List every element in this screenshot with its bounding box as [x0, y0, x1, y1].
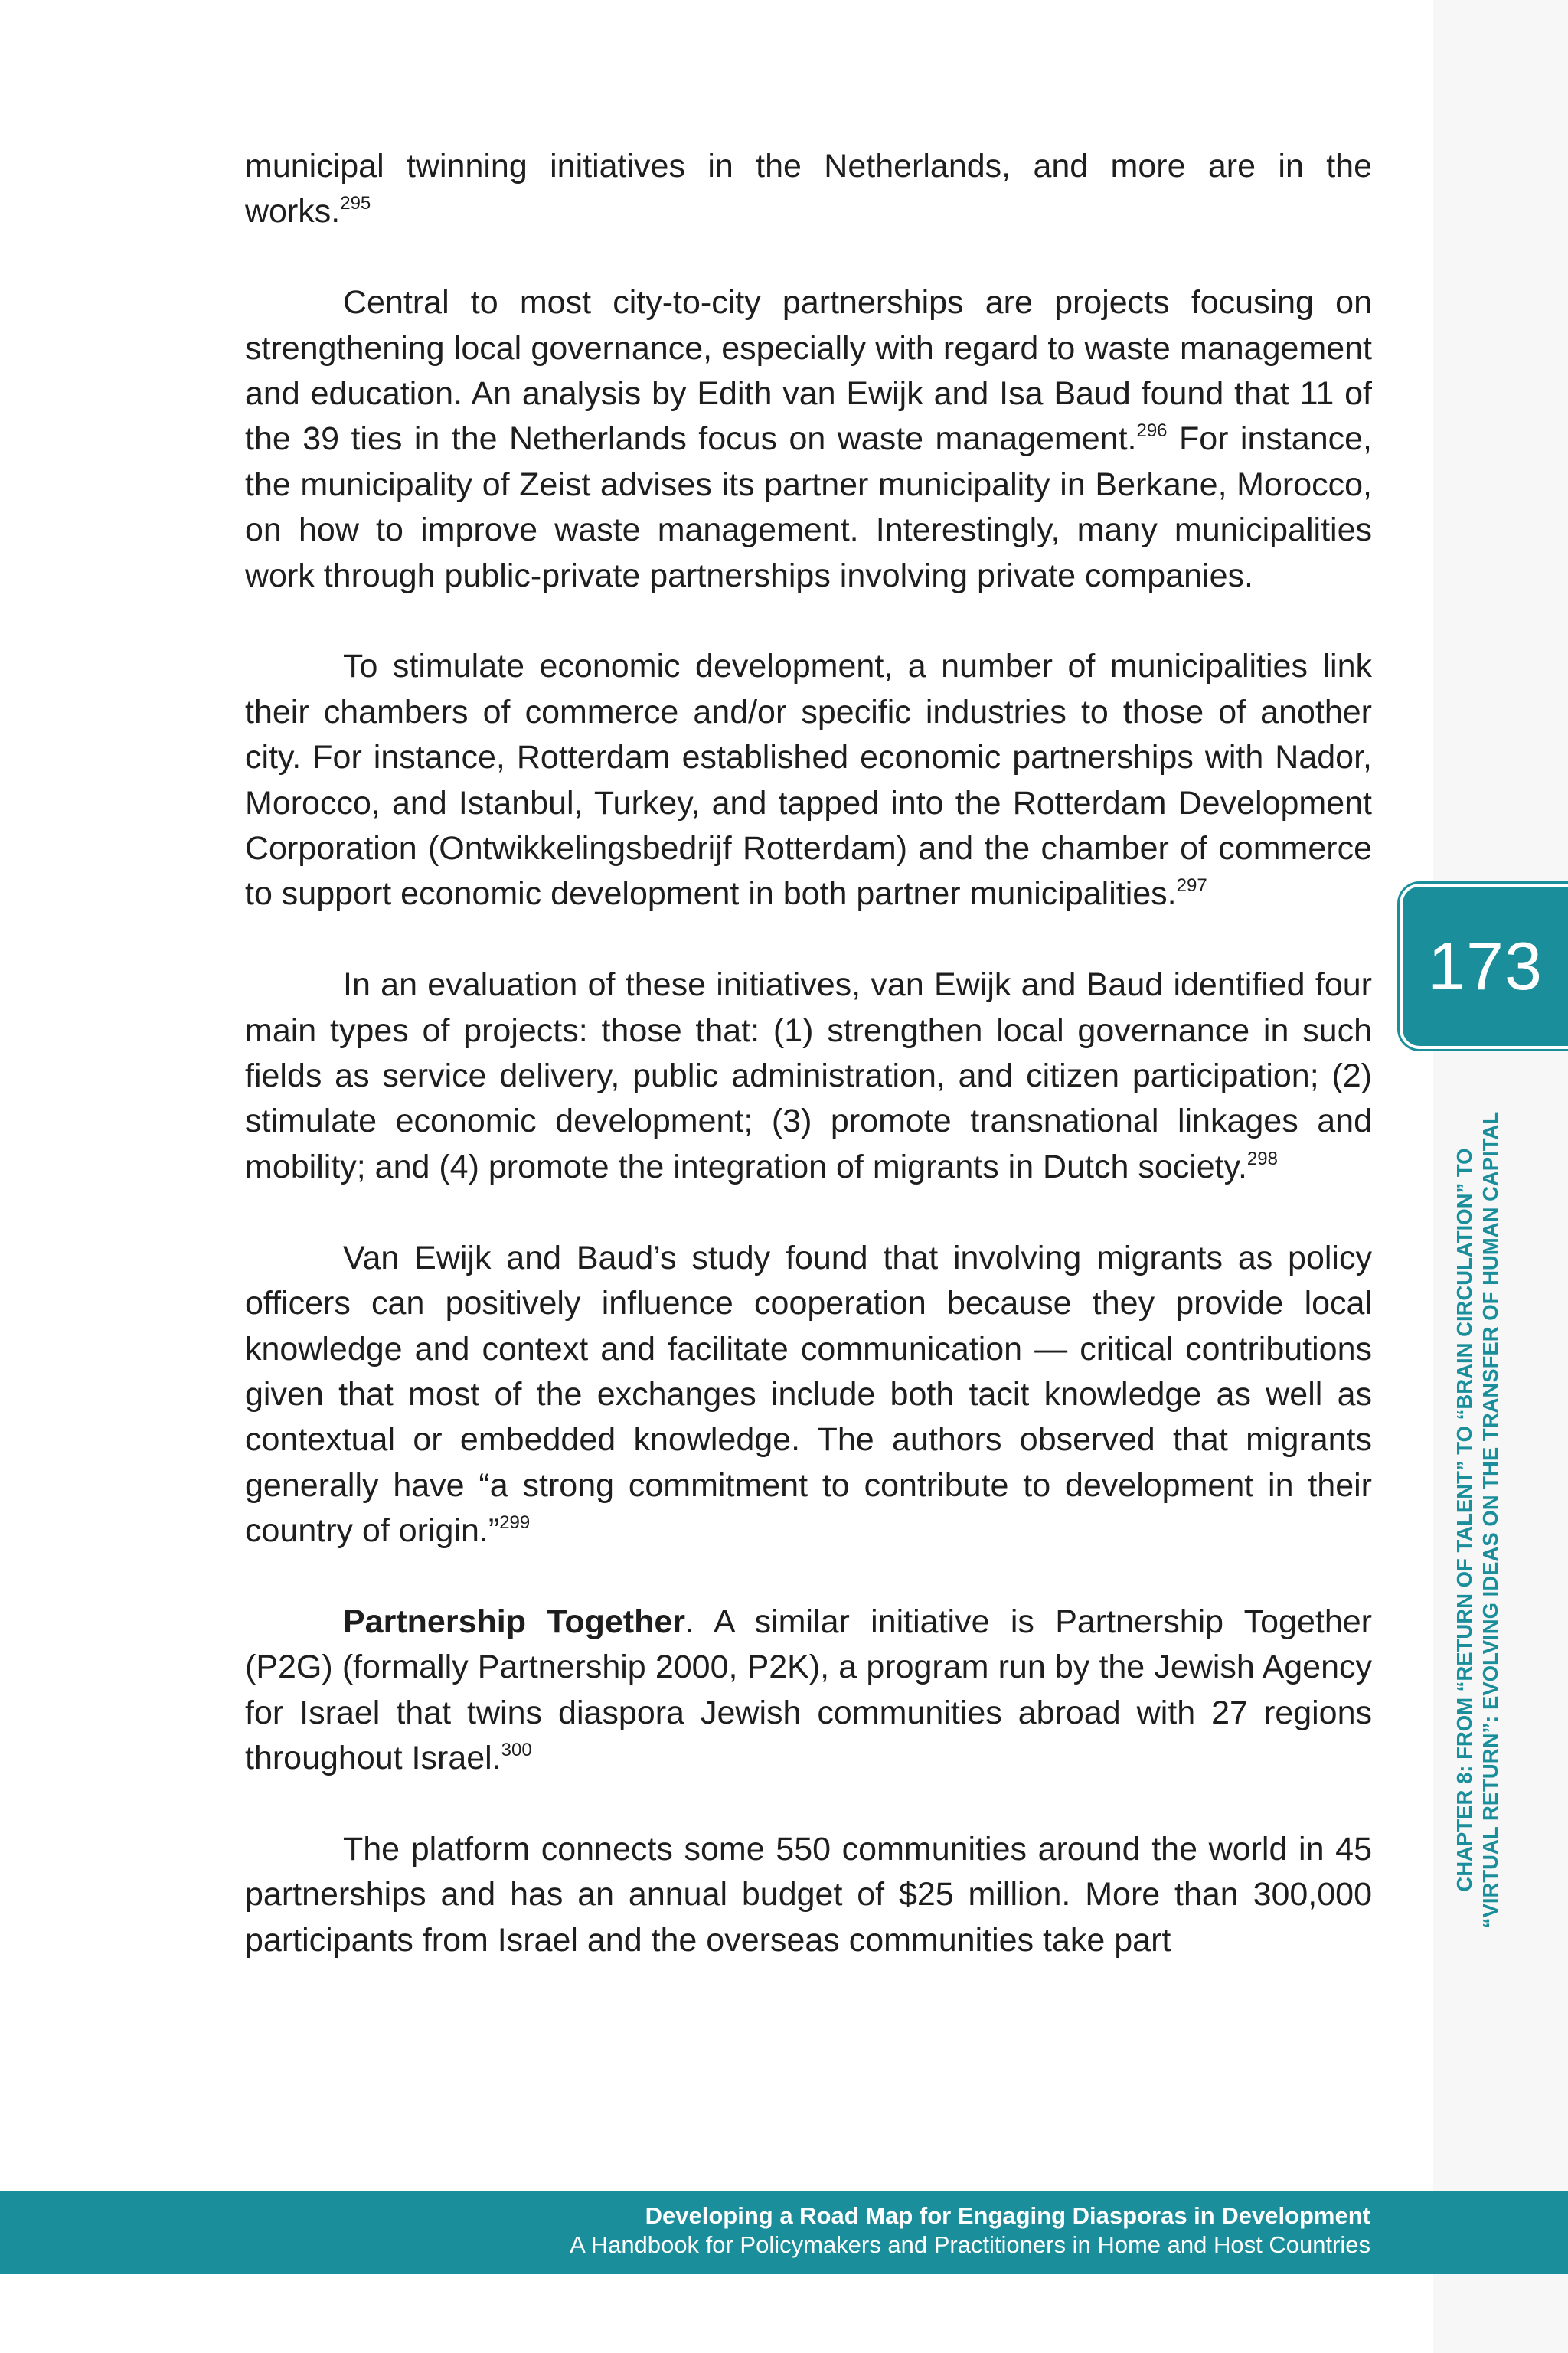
paragraph-5: Van Ewijk and Baud’s study found that involving migrants as policy officers can positively influence cooperation because they provide local knowledge and context and facilitate communication — critical contributions given that most of the exchanges include both tacit knowledge as well as contextual or embedded knowledge. The authors observed that migrants generally have “a strong commitment to contribute to development in their country of origin.”$^{299}$ [245, 1239, 1372, 1550]
footnote-ref: 300 [501, 1740, 532, 1761]
paragraph-2: Central to most city-to-city partnerships are projects focusing on strengthening local governance, especially with regard to waste management and education. An analysis by Edith van Ewijk and Isa Baud found that 11 of the 39 ties in the Netherlands focus on waste management.$^{296}$ For instance, the municipality of Zeist advises its partner municipality in Berkane, Morocco, on how to improve waste management. Interestingly, many municipalities work through public-private partnerships involving private companies. [245, 284, 1373, 594]
footnote-ref: 295 [340, 193, 371, 214]
body-text [245, 144, 1372, 2009]
footer-title: Developing a Road Map for Engaging Diasporas in Development [645, 2202, 1370, 2229]
paragraph-4: In an evaluation of these initiatives, van Ewijk and Baud identified four main types of projects: those that: (1) strengthen local governance in such fields as service delivery, public administration, and citizen participation; (2) stimulate economic development; (3) promote transnational linkages and mobility; and (4) promote the integration of migrants in Dutch society.$^{298}$ [245, 966, 1372, 1185]
paragraph-1: municipal twinning initiatives in the Netherlands, and more are in the works.$^{295}$ [245, 148, 1372, 230]
footnote-ref: 296 [1136, 420, 1168, 442]
footnote-ref: 299 [499, 1512, 531, 1534]
section-heading: Partnership Together [343, 1603, 686, 1640]
paragraph-6: Partnership Together. A similar initiative is Partnership Together (P2G) (formally Partnership 2000, P2K), a program run by the Jewish Agency for Israel that twins diaspora Jewish communities abroad with 27 regions throughout Israel.$^{300}$ [245, 1603, 1372, 1777]
footnote-ref: 298 [1246, 1148, 1278, 1169]
page-number: 173 [1428, 928, 1543, 1004]
chapter-label-line-1: CHAPTER 8: FROM “RETURN OF TALENT” TO “BRAIN CIRCULATION” TO [1452, 1148, 1476, 1892]
paragraph-3: To stimulate economic development, a number of municipalities link their chambers of commerce and/or specific industries to those of another city. For instance, Rotterdam established economic partnerships with Nador, Morocco, and Istanbul, Turkey, and tapped into the Rotterdam Development Corporation (Ontwikkelingsbedrijf Rotterdam) and the chamber of commerce to support economic development in both partner municipalities.$^{297}$ [245, 648, 1372, 913]
paragraph-7: The platform connects some 550 communities around the world in 45 partnerships and has an annual budget of $25 million. More than 300,000 participants from Israel and the overseas communities take part [245, 1830, 1372, 1959]
footer-subtitle: A Handbook for Policymakers and Practitioners in Home and Host Countries [570, 2231, 1370, 2258]
footnote-ref: 297 [1176, 875, 1207, 897]
chapter-label-line-2: “VIRTUAL RETURN”: EVOLVING IDEAS ON THE TRANSFER OF HUMAN CAPITAL [1478, 1111, 1502, 1929]
